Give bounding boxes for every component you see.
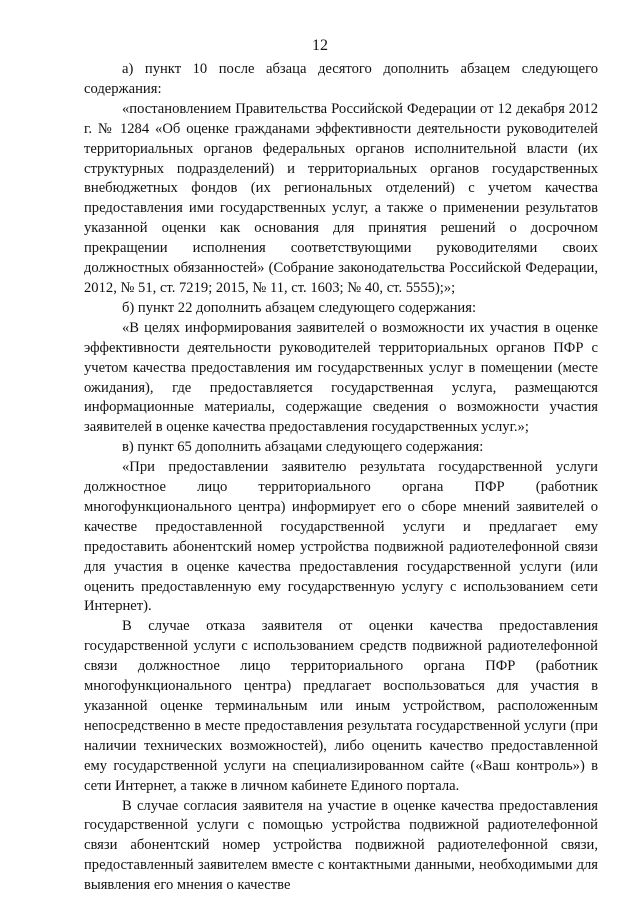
paragraph-refusal-case: В случае отказа заявителя от оценки качества предоставления государственной услуги с использованием средств подвижной радиотелефонной связи должностное лицо территориального органа ПФР (работник многофункционального центра) предлагает воспользоваться для участия в указанной оценке терминальным или иным устройством, расположенным непосредственно в месте предоставления результата государственной услуги (при наличии технических возможностей), либо оценить качество предоставленной ему государственной услуги на специализированном сайте («Ваш контроль») в сети Интернет, а также в личном кабинете Единого портала. bbox=[84, 618, 598, 794]
paragraph-decree-citation: «постановлением Правительства Российской Федерации от 12 декабря 2012 г. № 1284 «Об оценке гражданами эффективности деятельности руководителей территориальных органов федеральных органов исполнительной власти (их структурных подразделений) и территориальных органов государственных внебюджетных фондов (их региональных отделений) с учетом качества предоставления ими государственных услуг, а также о применении результатов указанной оценки как основания для принятия решений о досрочном прекращении исполнения соответствующими руководителями своих должностных обязанностей» (Собрание законодательства Российской Федерации, 2012, № 51, ст. 7219; 2015, № 11, ст. 1603; № 40, ст. 5555);»; bbox=[84, 100, 598, 296]
paragraph-informing: «В целях информирования заявителей о возможности их участия в оценке эффективности деятельности руководителей территориальных органов ПФР с учетом качества предоставления им государственных услуг в помещении (месте ожидания), где предоставляется государственная услуга, размещаются информационные материалы, содержащие сведения о возможности участия заявителей в оценке качества предоставления государственных услуг.»; bbox=[84, 319, 598, 436]
paragraph-consent-case: В случае согласия заявителя на участие в оценке качества предоставления государственной услуги с помощью устройства подвижной радиотелефонной связи абонентский номер устройства подвижной радиотелефонной связи, предоставленный заявителем вместе с контактными данными, необходимыми для выявления его мнения о качестве bbox=[84, 797, 598, 894]
paragraph-amend-c: в) пункт 65 дополнить абзацами следующего содержания: bbox=[122, 439, 484, 456]
paragraph-result-provision: «При предоставлении заявителю результата государственной услуги должностное лицо территориального органа ПФР (работник многофункционального центра) информирует его о сборе мнений заявителей о качестве предоставленной государственной услуги и предлагает ему предоставить абонентский номер устройства подвижной радиотелефонной связи для участия в оценке качества предоставления государственной услуги (или оценить предоставленную ему государственную услугу с использованием сети Интернет). bbox=[84, 459, 598, 615]
paragraph-amend-b: б) пункт 22 дополнить абзацем следующего содержания: bbox=[122, 299, 477, 316]
paragraph-amend-a: а) пункт 10 после абзаца десятого дополнить абзацем следующего содержания: bbox=[84, 61, 598, 97]
page-number: 12 bbox=[312, 37, 328, 54]
body-text bbox=[84, 60, 598, 896]
